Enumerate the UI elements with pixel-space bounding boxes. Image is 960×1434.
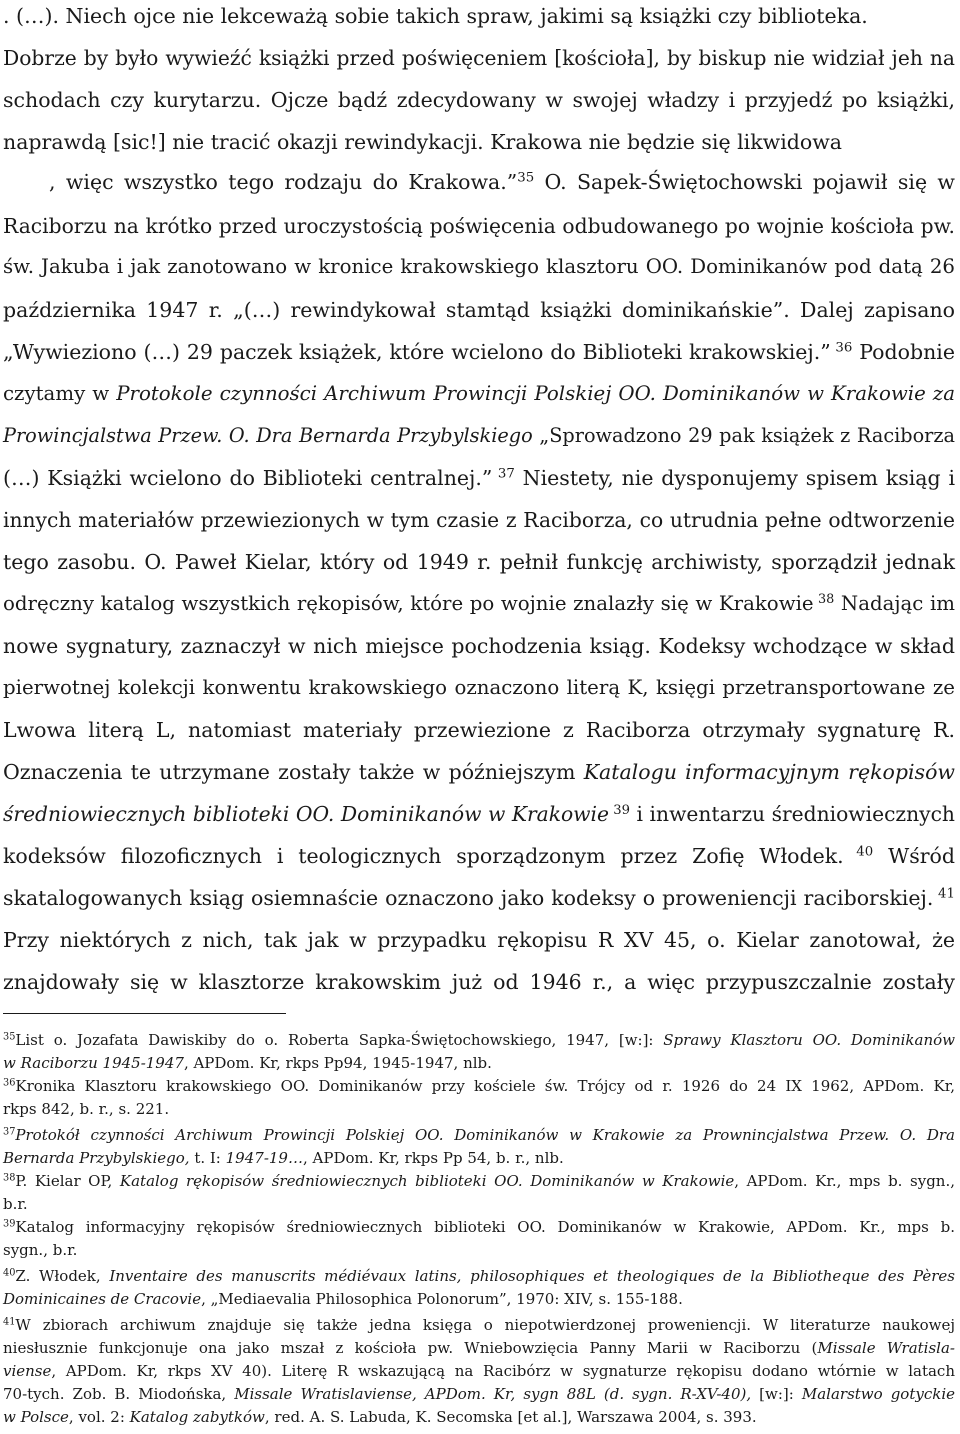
footnote-line <box>3 1148 564 1168</box>
text-run: odręczny katalog wszystkich rękopisów, które po wojnie znalazły się w Krakowie <box>3 592 814 615</box>
footnote-reference: 38 <box>3 1172 16 1184</box>
footnote-reference: 40 <box>3 1267 16 1279</box>
text-run: List o. Jozafata Dawiskiby do o. Roberta Sapka-Świętochowskiego, 1947, [w:]: <box>15 1031 664 1049</box>
body-line <box>3 213 955 239</box>
text-run: Lwowa literą L, natomiast materiały przewiezione z Raciborza otrzymały sygnaturę R. <box>3 718 955 742</box>
italic-text: Bernarda Przybylskiego, <box>3 1149 190 1167</box>
text-run: , APDom. Kr., mps b. sygn., <box>734 1172 955 1190</box>
body-line <box>3 801 955 827</box>
text-run: , vol. 2: <box>68 1408 130 1426</box>
italic-text: Dominicaines de Cracovie <box>3 1290 202 1308</box>
footnote-line <box>3 1361 955 1381</box>
body-line <box>3 381 955 407</box>
footnote-line <box>3 1076 955 1096</box>
footnote-line <box>3 1099 169 1119</box>
footnote-line <box>3 1194 28 1214</box>
body-line <box>3 633 955 659</box>
body-line <box>3 254 955 280</box>
body-line <box>3 3 868 29</box>
footnote-line <box>3 1338 955 1358</box>
italic-text: 1947-19… <box>225 1149 303 1167</box>
italic-text: Missale Wratislaviense, APDom. Kr, sygn 88L (d. sygn. R-XV-40), <box>234 1385 752 1403</box>
text-run: , APDom. Kr, rkps Pp 54, b. r., nlb. <box>302 1149 564 1167</box>
body-line <box>3 549 955 575</box>
footnote-line <box>3 1125 955 1145</box>
footnote-reference: 37 <box>492 466 515 482</box>
italic-text: w Polsce <box>3 1408 69 1426</box>
text-run: października 1947 r. „(…) rewindykował stamtąd książki dominikańskie”. Dalej zapisano <box>3 298 955 322</box>
italic-text: w Raciborzu 1945-1947 <box>3 1054 184 1072</box>
body-line <box>49 169 955 195</box>
text-run: „Wywieziono (…) 29 paczek książek, które wcielono do Biblioteki krakowskiej.” <box>3 340 831 364</box>
italic-text: Protokół czynności Archiwum Prowincji Polskiej OO. Dominikanów w Krakowie za Prownincjalstwa Przew. O. Dra <box>15 1126 955 1144</box>
text-run: Przy niektórych z nich, tak jak w przypadku rękopisu R XV 45, o. Kielar zanotował, że <box>3 928 955 952</box>
text-run: , „Mediaevalia Philosophica Polonorum”, 1970: XIV, s. 155-188. <box>201 1290 683 1308</box>
body-line <box>3 129 842 155</box>
footnote-reference: 36 <box>3 1077 16 1089</box>
text-run: W zbiorach archiwum znajduje się także jedna księga o niepotwierdzonej proweniencji. W literaturze naukowej <box>15 1316 955 1334</box>
footnote-reference: 39 <box>3 1218 16 1230</box>
footnote-reference: 41 <box>3 1316 16 1328</box>
text-run: Nadając im <box>834 592 955 615</box>
body-line <box>3 717 955 743</box>
footnote-reference: 38 <box>813 591 835 607</box>
text-run: kodeksów filozoficznych i teologicznych sporządzonym przez Zofię Włodek. <box>3 844 844 868</box>
italic-text: średniowiecznych biblioteki OO. Dominikanów w Krakowie <box>3 802 609 826</box>
footnote-reference: 36 <box>830 340 853 356</box>
italic-text: viense <box>3 1362 52 1380</box>
italic-text: Inventaire des manuscrits médiévaux latins, philosophiques et theologiques de la Bibliotheque des Pères <box>109 1267 955 1285</box>
footnote-line <box>3 1240 77 1260</box>
footnote-line <box>3 1030 955 1050</box>
text-run: , APDom. Kr, rkps Pp94, 1945-1947, nlb. <box>183 1054 492 1072</box>
text-run: pierwotnej kolekcji konwentu krakowskiego oznaczono literą K, księgi przetransportowane ze <box>3 676 955 699</box>
italic-text: Prowincjalstwa Przew. O. Dra Bernarda Przybylskiego <box>3 424 533 447</box>
text-run: t. I: <box>189 1149 226 1167</box>
footnote-reference: 35 <box>517 170 535 186</box>
italic-text: Katalogu informacyjnym rękopisów <box>583 760 955 784</box>
body-line <box>3 45 955 71</box>
footnote-separator <box>3 1013 286 1014</box>
footnote-reference: 39 <box>608 802 630 818</box>
text-run: rkps 842, b. r., s. 221. <box>3 1100 170 1118</box>
text-run: i inwentarzu średniowiecznych <box>630 802 955 826</box>
footnote-line <box>3 1407 757 1427</box>
footnote-line <box>3 1266 955 1286</box>
text-run: Podobnie <box>852 340 955 364</box>
text-run: . (…). Niech ojce nie lekceważą sobie takich spraw, jakimi są książki czy biblioteka. <box>3 4 868 28</box>
body-line <box>3 465 955 491</box>
italic-text: Sprawy Klasztoru OO. Dominikanów <box>663 1031 955 1049</box>
text-run: b.r. <box>3 1195 28 1213</box>
body-line <box>3 843 955 869</box>
text-run: Raciborzu na krótko przed uroczystością poświęcenia odbudowanego po wojnie kościoła pw. <box>3 214 955 238</box>
text-run: P. Kielar OP, <box>15 1172 120 1190</box>
footnote-line <box>3 1171 955 1191</box>
footnote-reference: 40 <box>843 844 874 860</box>
footnote-reference: 37 <box>3 1126 16 1138</box>
text-run: „Sprowadzono 29 pak książek z Raciborza <box>532 424 955 447</box>
text-run: [w:]: <box>751 1385 802 1403</box>
text-run: Niestety, nie dysponujemy spisem ksiąg i <box>514 466 956 490</box>
italic-text: Malarstwo gotyckie <box>801 1385 956 1403</box>
text-run: skatalogowanych ksiąg osiemnaście oznaczono jako kodeksy o proweniencji raciborskiej. <box>3 886 934 910</box>
footnote-line <box>3 1217 955 1237</box>
body-line <box>3 969 955 995</box>
text-run: znajdowały się w klasztorze krakowskim już od 1946 r., a więc przypuszczalnie zostały <box>3 970 955 994</box>
footnote-line <box>3 1384 955 1404</box>
body-line <box>3 927 955 953</box>
text-run: niesłusznie funkcjonuje ona jako mszał z kościoła pw. Wniebowzięcia Panny Marii w Raciborzu ( <box>3 1339 818 1357</box>
text-run: Oznaczenia te utrzymane zostały także w późniejszym <box>3 760 584 784</box>
footnote-line <box>3 1289 683 1309</box>
text-run: Z. Włodek, <box>15 1267 110 1285</box>
text-run: innych materiałów przewiezionych w tym czasie z Raciborza, co utrudnia pełne odtworzenie <box>3 508 955 532</box>
text-run: , red. A. S. Labuda, K. Secomska [et al.], Warszawa 2004, s. 393. <box>264 1408 757 1426</box>
italic-text: Katalog rękopisów średniowiecznych biblioteki OO. Dominikanów w Krakowie <box>119 1172 735 1190</box>
text-run: naprawdą [sic!] nie tracić okazji rewindykacji. Krakowa nie będzie się likwidowa <box>3 130 842 154</box>
body-line <box>3 297 955 323</box>
text-run: nowe sygnatury, zaznaczył w nich miejsce pochodzenia ksiąg. Kodeksy wchodzące w skład <box>3 634 955 658</box>
text-run: sygn., b.r. <box>3 1241 78 1259</box>
text-run: , APDom. Kr, rkps XV 40). Literę R wskazującą na Racibórz w sygnaturze rękopisu dodano wtórnie w latach <box>51 1362 955 1380</box>
body-line <box>3 87 955 113</box>
body-line <box>3 591 955 617</box>
footnote-reference: 41 <box>933 886 955 902</box>
body-line <box>3 339 955 365</box>
footnote-line <box>3 1315 955 1335</box>
text-run: , więc wszystko tego rodzaju do Krakowa.” <box>49 170 518 194</box>
footnote-line <box>3 1053 492 1073</box>
text-run: czytamy w <box>3 382 117 405</box>
body-line <box>3 507 955 533</box>
italic-text: Missale Wratisla- <box>817 1339 955 1357</box>
footnote-reference: 35 <box>3 1031 16 1043</box>
text-run: Kronika Klasztoru krakowskiego OO. Dominikanów przy kościele św. Trójcy od r. 1926 do 24 IX 1962, APDom. Kr, <box>15 1077 955 1095</box>
text-run: Katalog informacyjny rękopisów średniowiecznych biblioteki OO. Dominikanów w Krakowie, APDom. Kr., mps b. <box>15 1218 955 1236</box>
body-line <box>3 885 955 911</box>
text-run: 70-tych. Zob. B. Miodońska, <box>3 1385 235 1403</box>
body-line <box>3 759 955 785</box>
italic-text: Katalog zabytków <box>129 1408 265 1426</box>
body-line <box>3 675 955 701</box>
text-run: O. Sapek-Świętochowski pojawił się w <box>534 170 955 194</box>
text-run: (…) Książki wcielono do Biblioteki centralnej.” <box>3 466 493 490</box>
body-line <box>3 423 955 449</box>
text-run: Dobrze by było wywieźć książki przed poświęceniem [kościoła], by biskup nie widział jeh na <box>3 46 955 70</box>
text-run: Wśród <box>873 844 955 868</box>
italic-text: Protokole czynności Archiwum Prowincji Polskiej OO. Dominikanów w Krakowie za <box>116 382 955 405</box>
text-run: św. Jakuba i jak zanotowano w kronice krakowskiego klasztoru OO. Dominikanów pod datą 26 <box>3 255 955 278</box>
text-run: schodach czy kurytarzu. Ojcze bądź zdecydowany w swojej władzy i przyjedź po książki, <box>3 88 955 112</box>
text-run: tego zasobu. O. Paweł Kielar, który od 1949 r. pełnił funkcję archiwisty, sporządził jednak <box>3 550 955 574</box>
